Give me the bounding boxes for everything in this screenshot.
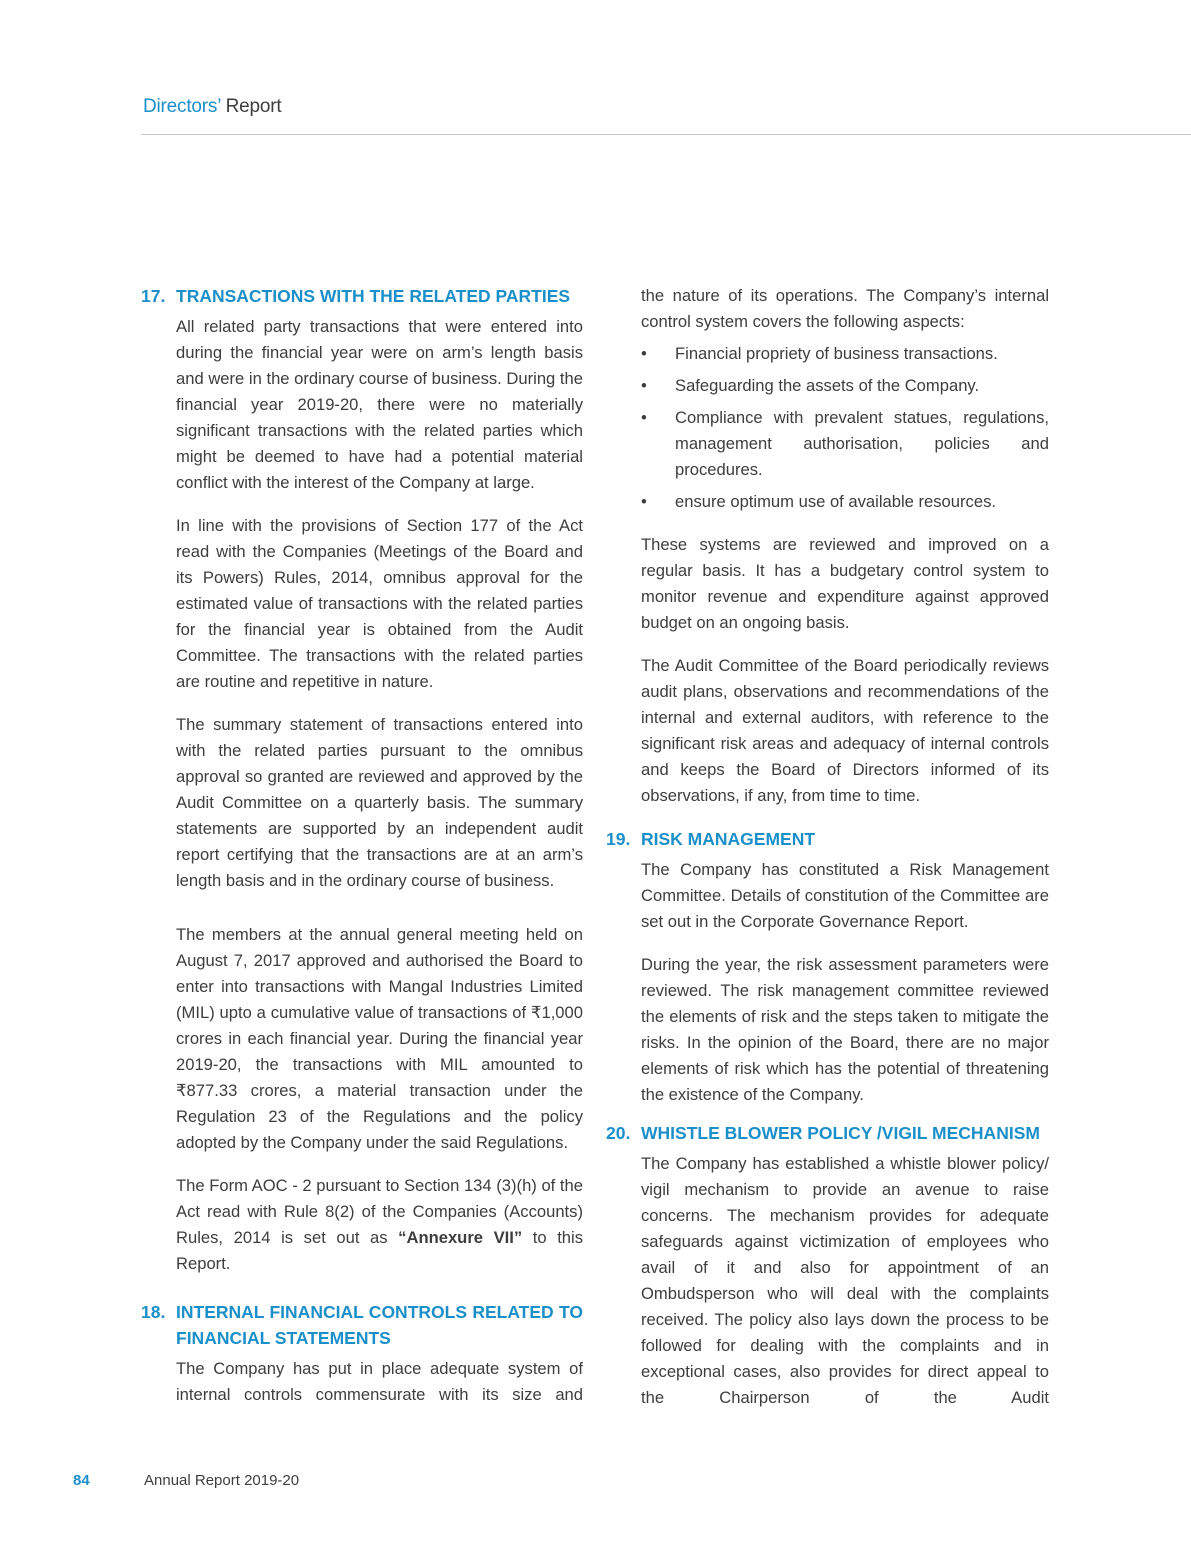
- bullet-glyph: •: [641, 408, 647, 427]
- list-item: [641, 489, 1049, 515]
- section-20-heading: [606, 1120, 1049, 1146]
- paragraph: The summary statement of transactions entered into with the related parties pursuant to the omnibus approval so granted are reviewed and approved by the Audit Committee on a quarterly basis. The summary statements are supported by an independent audit report certifying that the transactions are at an arm’s length basis and in the ordinary course of business.: [176, 715, 583, 890]
- page-number: 84: [73, 1472, 90, 1489]
- section-number: 18.: [141, 1302, 166, 1322]
- section-title: RISK MANAGEMENT: [641, 829, 816, 849]
- bullet-glyph: •: [641, 376, 647, 395]
- list-item-text: ensure optimum use of available resources.: [675, 492, 996, 511]
- annexure-reference: “Annexure VII”: [398, 1228, 523, 1247]
- section-title: WHISTLE BLOWER POLICY /VIGIL MECHANISM: [641, 1123, 1040, 1143]
- paragraph-continued: The Company has put in place adequate system of internal controls commensurate with its size and: [176, 1359, 583, 1404]
- paragraph: These systems are reviewed and improved on a regular basis. It has a budgetary control system to monitor revenue and expenditure against approved budget on an ongoing basis.: [641, 535, 1049, 632]
- section-18-heading: [141, 1299, 583, 1351]
- footer-title: Annual Report 2019-20: [144, 1472, 300, 1489]
- section-title: TRANSACTIONS WITH THE RELATED PARTIES: [176, 286, 571, 306]
- bullet-glyph: •: [641, 344, 647, 363]
- right-column: [606, 283, 1049, 1428]
- annexure-text-after: to this Report.: [176, 1228, 584, 1273]
- list-item: [641, 373, 1049, 399]
- paragraph: During the year, the risk assessment parameters were reviewed. The risk management committee reviewed the elements of risk and the steps taken to mitigate the risks. In the opinion of the Board, there are no major elements of risk which has the potential of threatening the existence of the Company.: [641, 955, 1049, 1104]
- section-number: 20.: [606, 1123, 631, 1143]
- paragraph: [176, 1173, 583, 1277]
- list-item: [641, 341, 1049, 367]
- list-item-text: Safeguarding the assets of the Company.: [675, 376, 980, 395]
- paragraph: The Audit Committee of the Board periodically reviews audit plans, observations and recommendations of the internal and external auditors, with reference to the significant risk areas and adequacy of internal controls and keeps the Board of Directors informed of its observations, if any, from time to time.: [641, 656, 1049, 805]
- paragraph: In line with the provisions of Section 177 of the Act read with the Companies (Meetings of the Board and its Powers) Rules, 2014, omnibus approval for the estimated value of transactions with the related parties for the financial year is obtained from the Audit Committee. The transactions with the related parties are routine and repetitive in nature.: [176, 516, 583, 691]
- list-item-text: Financial propriety of business transactions.: [675, 344, 998, 363]
- paragraph: All related party transactions that were entered into during the financial year were on arm’s length basis and were in the ordinary course of business. During the financial year 2019-20, there were no materially significant transactions with the related parties which might be deemed to have had a potential material conflict with the interest of the Company at large.: [176, 317, 583, 492]
- list-item-text: Compliance with prevalent statues, regulations, management authorisation, policies and procedures.: [675, 408, 1049, 479]
- running-header: [143, 96, 281, 118]
- paragraph: The Company has constituted a Risk Management Committee. Details of constitution of the Committee are set out in the Corporate Governance Report.: [641, 860, 1049, 931]
- list-item: [641, 405, 1049, 483]
- paragraph: The Company has established a whistle blower policy/ vigil mechanism to provide an avenue to raise concerns. The mechanism provides for adequate safeguards against victimization of employees who avail of it and also for appointment of an Ombudsperson who will deal with the complaints received. The policy also lays down the process to be followed for dealing with the complaints and in exceptional cases, also provides for direct appeal to the Chairperson of the Audit: [641, 1154, 1049, 1407]
- section-17-heading: [141, 283, 583, 309]
- section-number: 19.: [606, 829, 631, 849]
- header-divider: [141, 134, 1191, 135]
- paragraph: The members at the annual general meeting held on August 7, 2017 approved and authorised the Board to enter into transactions with Mangal Industries Limited (MIL) upto a cumulative value of transactions of ₹1,000 crores in each financial year. During the financial year 2019-20, the transactions with MIL amounted to ₹877.33 crores, a material transaction under the Regulation 23 of the Regulations and the policy adopted by the Company under the said Regulations.: [176, 925, 583, 1152]
- header-title-rest: Report: [220, 96, 282, 117]
- paragraph-continuation: the nature of its operations. The Company’s internal control system covers the following aspects:: [641, 286, 1049, 331]
- left-column: [141, 283, 583, 1425]
- annexure-text-before: The Form AOC - 2 pursuant to Section 134 (3)(h) of the Act read with Rule 8(2) of the Companies (Accounts) Rules, 2014 is set out as: [176, 1176, 583, 1247]
- section-19-heading: [606, 826, 1049, 852]
- header-title-accent: Directors’: [143, 96, 221, 117]
- section-number: 17.: [141, 286, 166, 306]
- section-title: INTERNAL FINANCIAL CONTROLS RELATED TO FINANCIAL STATEMENTS: [176, 1302, 583, 1348]
- aspects-list: [641, 341, 1049, 515]
- bullet-glyph: •: [641, 492, 647, 511]
